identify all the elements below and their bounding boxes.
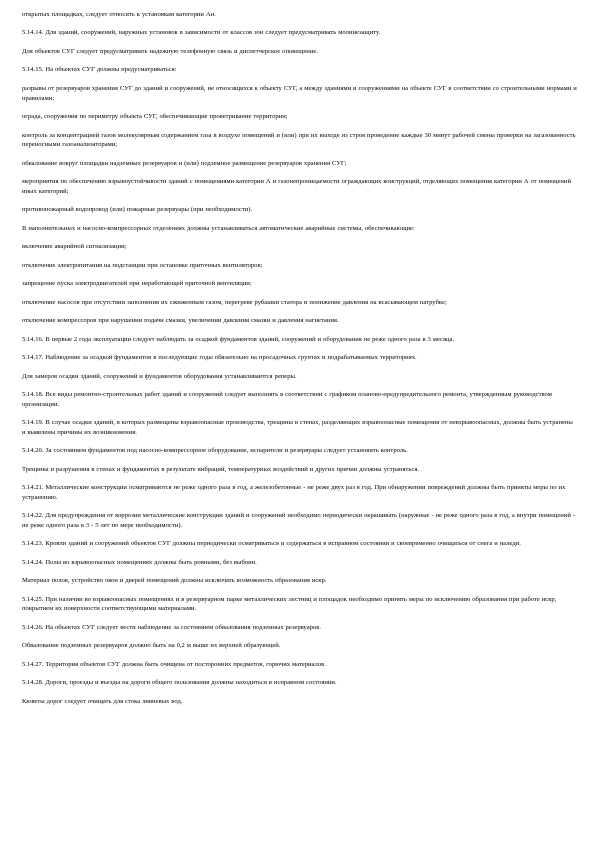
- paragraph-5-14-21: 5.14.21. Металлические конструкции осматриваются не реже одного раза в год, а железобетонные - не реже двух раз в год. При обнаружении повреждений должны быть приняты меры по их устранению.: [22, 484, 566, 501]
- paragraph-5-14-24: 5.14.24. Полы во взрывоопасных помещениях должны быть ровными, без выбоин.: [22, 558, 257, 566]
- paragraph-5-14-25: 5.14.25. При наличии во взрывоопасных помещениях и в резервуарном парке металлических лестниц и площадок необходимо принять меры по исключению образования при работе искр, покрытием их поверхности соответствующими материалами.: [22, 595, 557, 613]
- paragraph-5-14-19: 5.14.19. В случае осадки зданий, в которых размещены взрывоопасные производства, трещины в стенах, разделяющих взрывоопасные помещения от невзрывоопасных, должны быть устранены и выявлены причины их возникновения.: [22, 419, 573, 436]
- list-item-fence: ограда, сооружения по периметру объекта СУГ, обеспечивающие проветривание территории;: [22, 113, 288, 121]
- paragraph-embankment-height: Обвалование подземных резервуаров должно быть на 0,2 м выше их верхней образующей.: [22, 642, 281, 650]
- paragraph-intro-continuation: открытых площадках, следует относить к установкам категории Ан.: [22, 11, 216, 18]
- paragraph-benchmarks: Для замеров осадки зданий, сооружений и фундаментов оборудования устанавливаются реперы.: [22, 372, 297, 380]
- list-item-embankment: обвалование вокруг площадки надземных резервуаров и (или) подземное размещение резервуаров хранения СУГ;: [22, 159, 347, 167]
- paragraph-5-14-23: 5.14.23. Кровли зданий и сооружений объектов СУГ должны периодически осматриваться и содержаться в исправном состоянии и своевременно очищаться от снега и наледи.: [22, 540, 521, 548]
- list-item-gas-control: контроль за концентрацией газов молекулярным содержанием газа в воздухе помещений и (или) при их выходе из строя проведение каждые 30 минут рабочей смены проверки на загазованность переносными газоанализаторами;: [22, 131, 576, 149]
- paragraph-5-14-27: 5.14.27. Территория объектов СУГ должна быть очищена от посторонних предметов, горючих материалов.: [22, 660, 326, 668]
- paragraph-5-14-26: 5.14.26. На объектах СУГ следует вести наблюдение за состоянием обвалования подземных резервуаров.: [22, 623, 322, 631]
- list-item-fire-water: противопожарный водопровод (или) пожарные резервуары (при необходимости).: [22, 206, 253, 214]
- paragraph-5-14-17: 5.14.17. Наблюдение за осадкой фундаментов в последующие годы обязательно на просадочных грунтах и подрабатываемых территориях.: [22, 354, 417, 362]
- list-item-distances: разрывы от резервуаров хранения СУГ до зданий и сооружений, не относящихся к объекту СУГ, а между зданиями и сооружениями на объекте СУГ в соответствии со строительными нормами и правилами;: [22, 84, 577, 102]
- document-page: [22, 10, 578, 715]
- paragraph-emergency-systems: В наполнительных и насосно-компрессорных отделениях должны устанавливаться автоматические аварийные системы, обеспечивающие:: [22, 224, 415, 232]
- paragraph-floor-material: Материал полов, устройство окон и дверей помещений должны исключать возможность образования искр.: [22, 577, 327, 585]
- list-item-motor-start-ban: запрещение пуска электродвигателей при неработающей приточной вентиляции;: [22, 280, 252, 288]
- paragraph-ditches: Кюветы дорог следует очищать для стока ливневых вод.: [22, 697, 183, 705]
- paragraph-5-14-15: 5.14.15. На объектах СУГ должны предусматриваться:: [22, 66, 177, 74]
- list-item-explosion-resistance: мероприятия по обеспечению взрывоустойчивости зданий с помещениями категории А и газонепроницаемости ограждающих конструкций, отделяющих помещения категории А от помещений иных категорий;: [22, 178, 571, 195]
- paragraph-communications: Для объектов СУГ следует предусматривать надежную телефонную связь и диспетчерское оповещение.: [22, 47, 318, 55]
- list-item-pump-shutdown: отключение насосов при отсутствии заполнения их сжиженным газом, перегреве рубашки статора и понижение давления на всасывающем патрубке;: [22, 298, 447, 306]
- list-item-power-off: отключение электропитания на подстанции при остановке приточных вентиляторов;: [22, 261, 263, 269]
- paragraph-cracks: Трещины и разрушения в стенах и фундаментах в результате вибраций, температурных воздействий и других причин должны устраняться.: [22, 465, 420, 473]
- paragraph-5-14-20: 5.14.20. За состоянием фундаментов под насосно-компрессорное оборудование, испарители и резервуары следует установить контроль.: [22, 447, 408, 455]
- list-item-compressor-shutdown: отключение компрессоров при нарушении подачи смазки, увеличении давления смазки и давления нагнетания.: [22, 317, 339, 325]
- paragraph-5-14-22: 5.14.22. Для предупреждения от коррозии металлические конструкции зданий и сооружений необходимо периодически окрашивать (наружные - не реже одного раза в год, а внутри помещений - не реже одного раза в 3 - 5 лет по мере необходимости).: [22, 512, 576, 529]
- paragraph-5-14-18: 5.14.18. Все виды ремонтно-строительных работ зданий и сооружений следует выполнять в соответствии с графиком планово-предупредительного ремонта, утвержденным руководством организации.: [22, 390, 552, 408]
- paragraph-5-14-16: 5.14.16. В первые 2 года эксплуатации следует наблюдать за осадкой фундаментов зданий, сооружений и оборудования не реже одного раза в 3 месяца.: [22, 335, 455, 343]
- list-item-alarm: включение аварийной сигнализации;: [22, 243, 127, 251]
- paragraph-5-14-14: 5.14.14. Для зданий, сооружений, наружных установок в зависимости от классов зон следует предусматривать молниезащиту.: [22, 29, 381, 37]
- paragraph-5-14-28: 5.14.28. Дороги, проезды и въезды на дороги общего пользования должны находиться в исправном состоянии.: [22, 679, 337, 687]
